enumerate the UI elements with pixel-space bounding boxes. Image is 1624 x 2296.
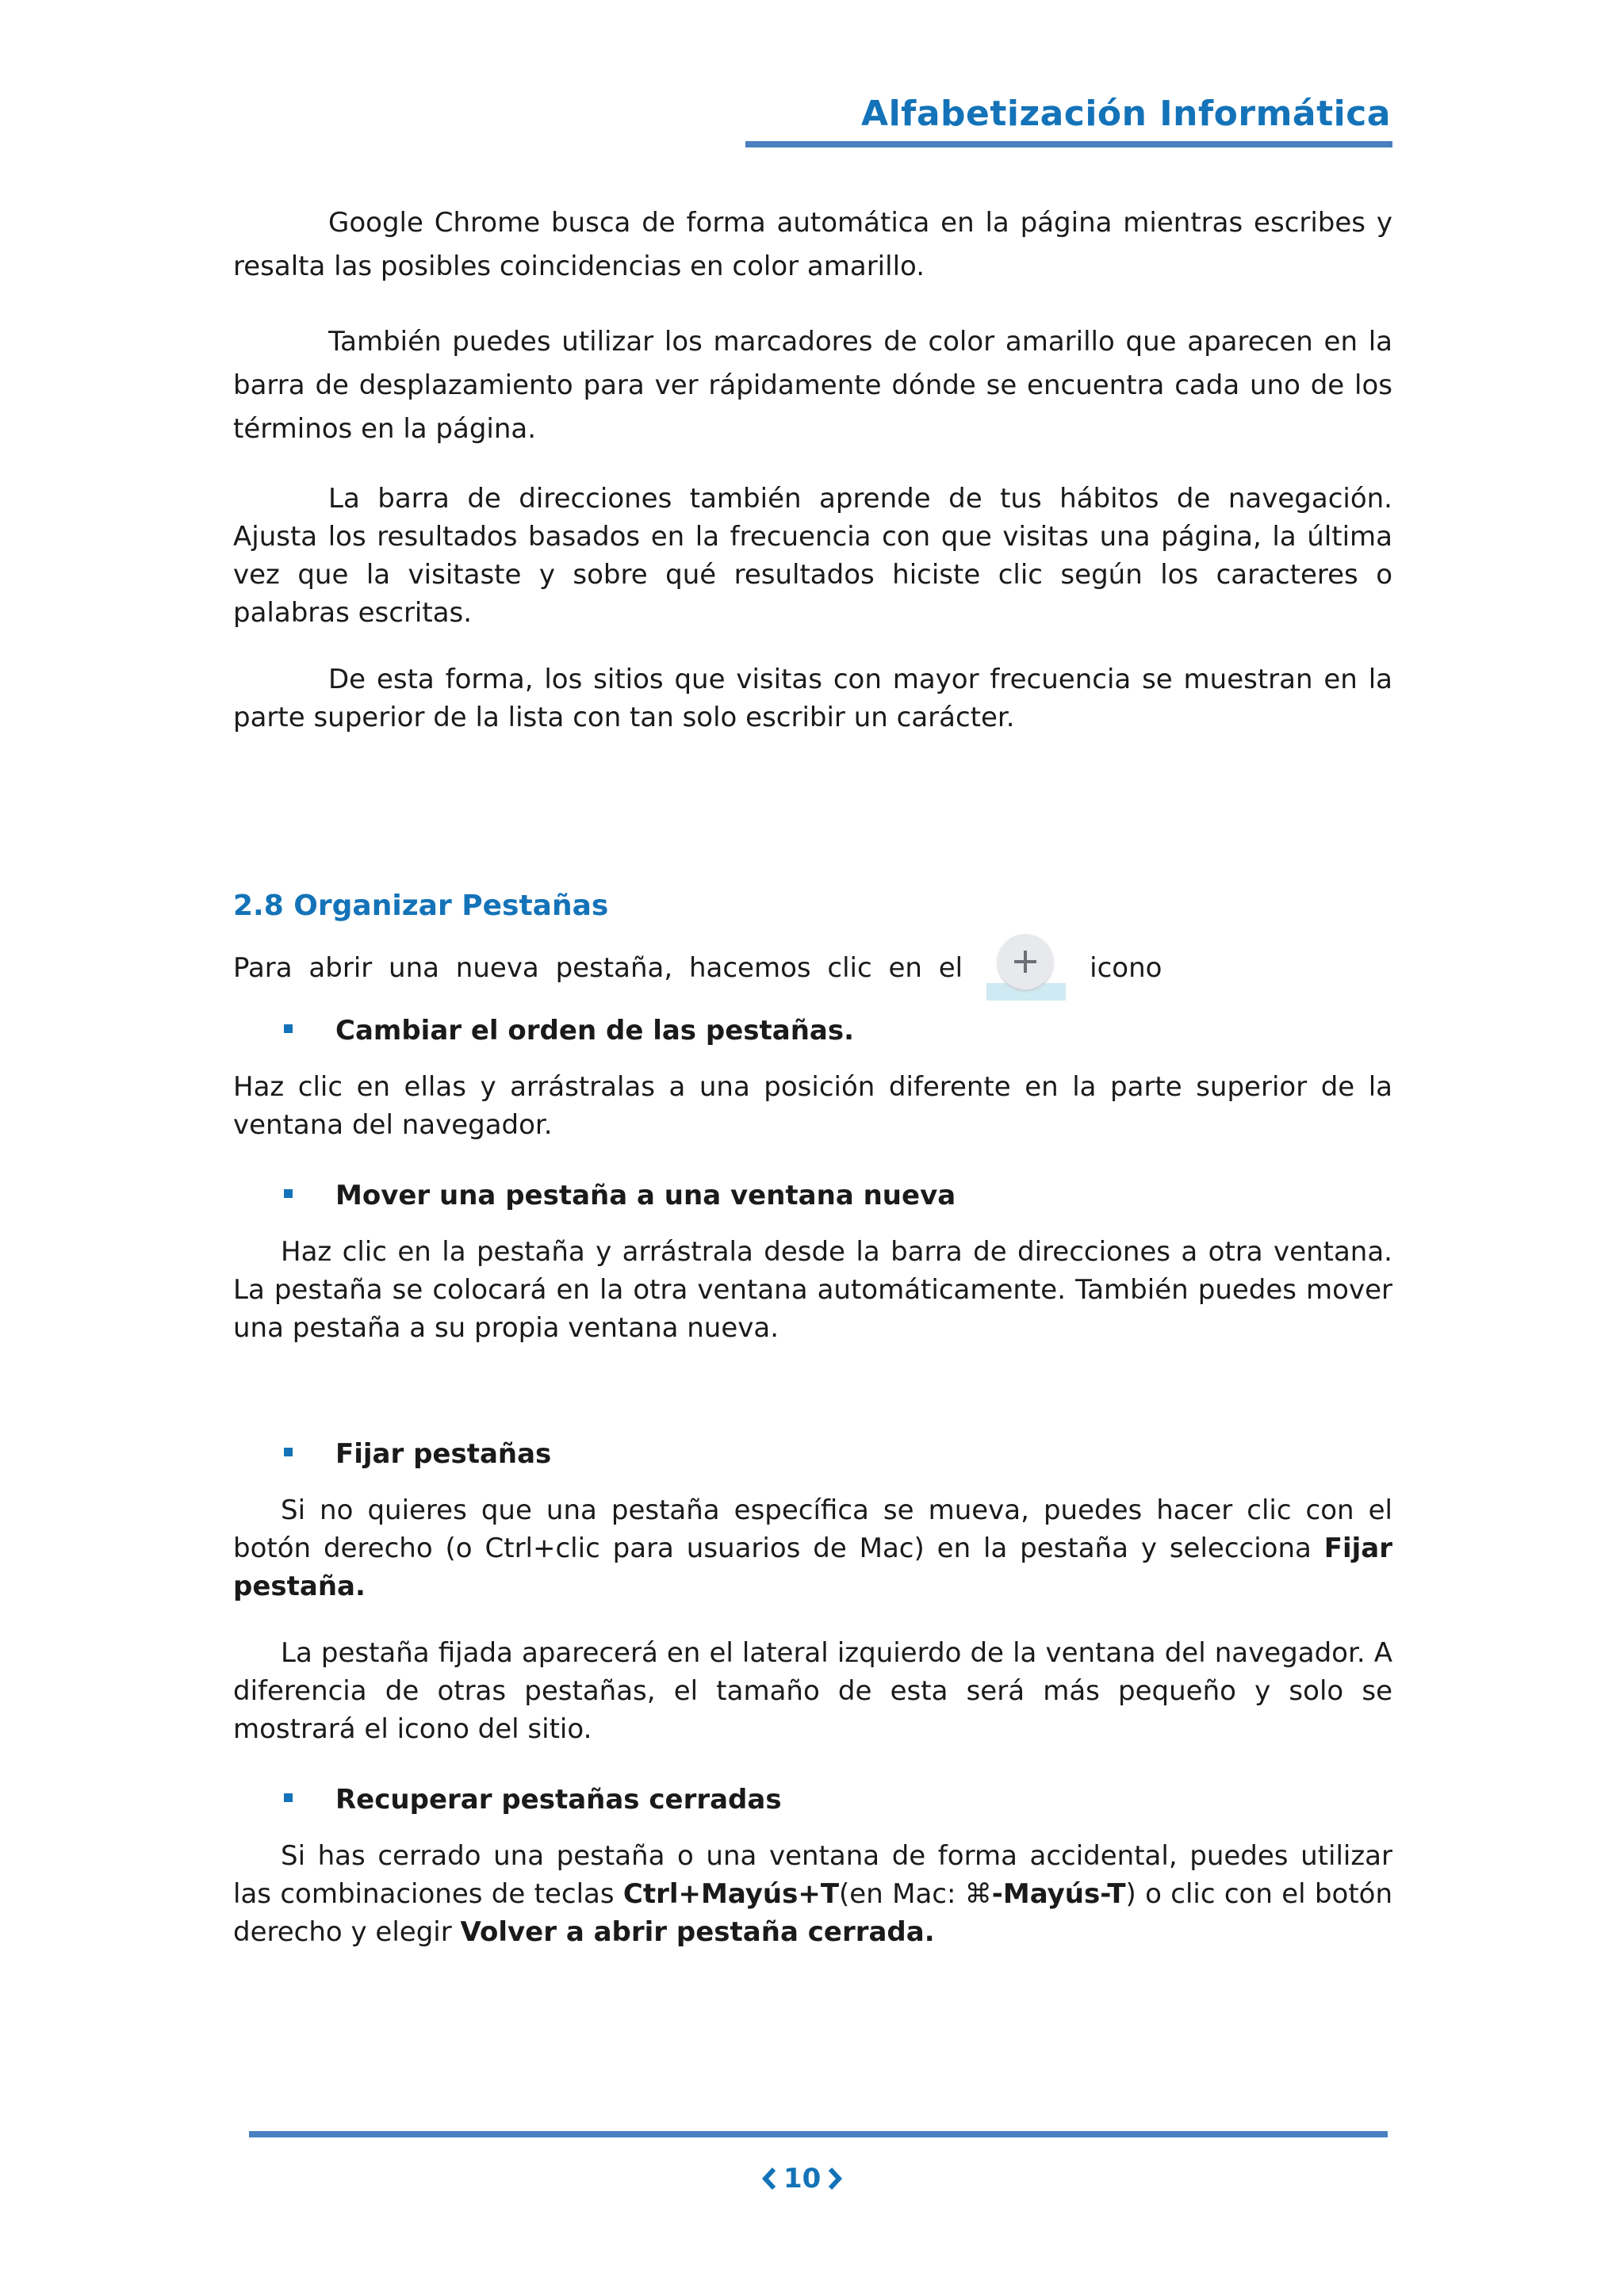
bullet-heading: Recuperar pestañas cerradas — [284, 1777, 1392, 1823]
instruction-text: Para abrir una nueva pestaña, hacemos clic en el — [233, 952, 963, 984]
paragraph: Haz clic en ellas y arrástralas a una posición diferente en la parte superior de la ventana del navegador. — [233, 1071, 1392, 1141]
document-body — [233, 201, 1392, 1951]
paragraph: Haz clic en la pestaña y arrástrala desde la barra de direcciones a otra ventana. La pestaña se colocará en la otra ventana automáticamente. También puedes mover una pestaña a su propia ventana nueva. — [233, 1236, 1392, 1344]
chevron-left-icon — [761, 2167, 777, 2191]
footer-divider — [249, 2131, 1388, 2137]
bullet-heading: Cambiar el orden de las pestañas. — [284, 1008, 1392, 1054]
bullet-square-icon — [284, 1793, 293, 1802]
bullet-square-icon — [284, 1448, 293, 1456]
paragraph: La pestaña fijada aparecerá en el lateral izquierdo de la ventana del navegador. A diferencia de otras pestañas, el tamaño de esta será más pequeño y solo se mostrará el icono del sitio. — [233, 1637, 1392, 1745]
bullet-heading: Fijar pestañas — [284, 1431, 1392, 1477]
chevron-right-icon — [827, 2167, 843, 2191]
page-header-title: Alfabetización Informática — [861, 94, 1391, 134]
paragraph: Si no quieres que una pestaña específica se mueva, puedes hacer clic con el botón derecho (o Ctrl+clic para usuarios de Mac) en la pestaña y selecciona Fijar pestaña. — [233, 1494, 1392, 1602]
paragraph: Google Chrome busca de forma automática en la página mientras escribes y resalta las posibles coincidencias en color amarillo. — [233, 207, 1392, 282]
instruction-text-end: icono — [1090, 952, 1162, 984]
bullet-heading: Mover una pestaña a una ventana nueva — [284, 1173, 1392, 1219]
bullet-square-icon — [284, 1189, 293, 1198]
paragraph: La barra de direcciones también aprende de tus hábitos de navegación. Ajusta los resultados basados en la frecuencia con que visitas una página, la última vez que la visitaste y sobre qué resultados hiciste clic según los caracteres o palabras escritas. — [233, 483, 1392, 629]
bullet-square-icon — [284, 1024, 293, 1033]
new-tab-button-image — [986, 934, 1066, 1002]
plus-icon — [998, 934, 1053, 989]
new-tab-instruction — [233, 944, 1392, 992]
page-number-value: 10 — [783, 2163, 822, 2195]
page-number — [761, 2163, 843, 2195]
paragraph: De esta forma, los sitios que visitas con mayor frecuencia se muestran en la parte superior de la lista con tan solo escribir un carácter. — [233, 664, 1392, 733]
paragraph: Si has cerrado una pestaña o una ventana de forma accidental, puedes utilizar las combinaciones de teclas Ctrl+Mayús+T(en Mac: ⌘-Mayús-T) o clic con el botón derecho y elegir Volver a abrir pestaña cerrada. — [233, 1840, 1393, 1948]
header-divider — [745, 141, 1392, 147]
section-title: 2.8 Organizar Pestañas — [233, 890, 609, 922]
paragraph: También puedes utilizar los marcadores de color amarillo que aparecen en la barra de desplazamiento para ver rápidamente dónde se encuentra cada uno de los términos en la página. — [233, 326, 1392, 445]
